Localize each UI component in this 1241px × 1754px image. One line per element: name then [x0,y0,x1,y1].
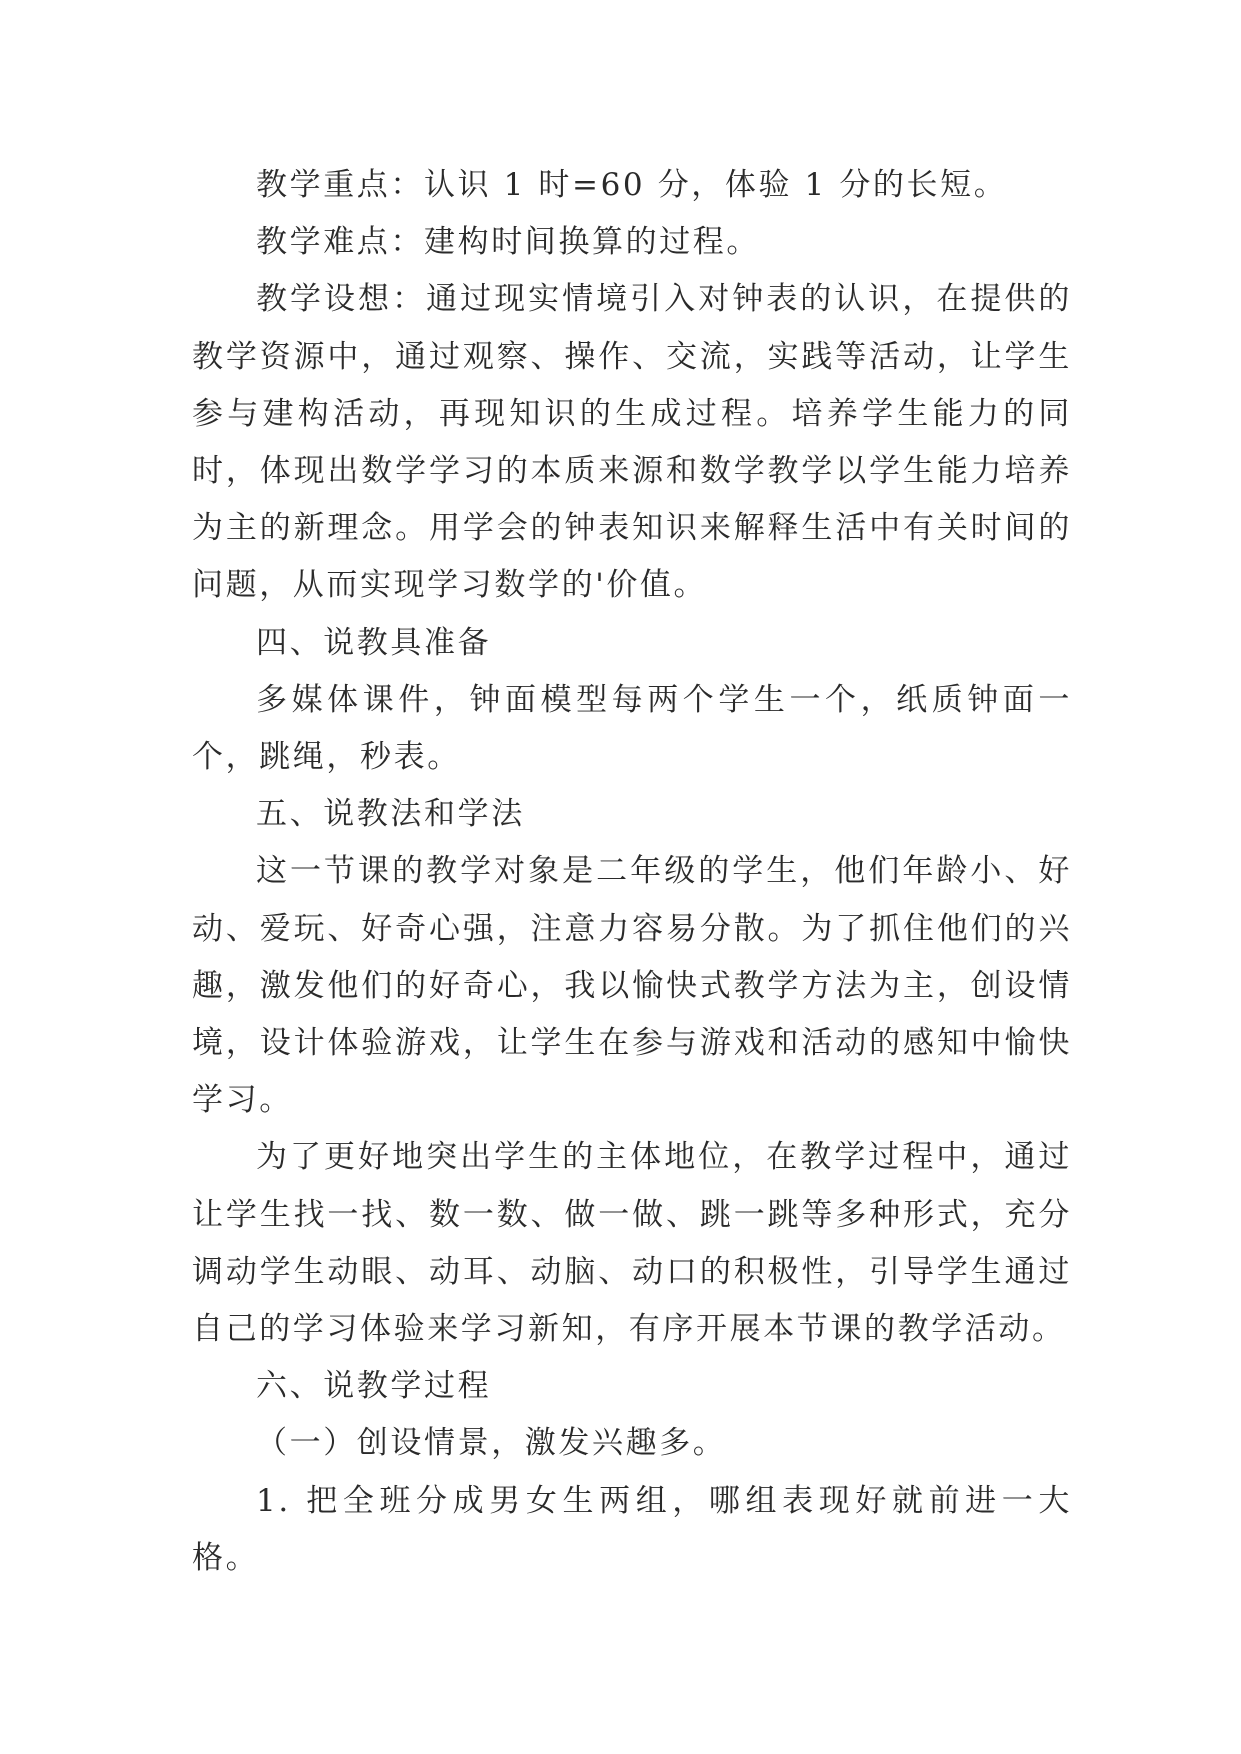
process-step-1: 1. 把全班分成男女生两组，哪组表现好就前进一大格。 [192,1482,1072,1576]
methods-paragraph-2: 为了更好地突出学生的主体地位，在教学过程中，通过让学生找一找、数一数、做一做、跳一跳等多种形式，充分调动学生动眼、动耳、动脑、动口的积极性，引导学生通过自己的学习体验来学习新知，有序开展本节课的教学活动。 [192,1139,1072,1348]
section-heading-process: 六、说教学过程 [256,1368,492,1405]
teaching-concept-paragraph: 教学设想：通过现实情境引入对钟表的认识，在提供的教学资源中，通过观察、操作、交流，实践等活动，让学生参与建构活动，再现知识的生成过程。培养学生能力的同时，体现出数学学习的本质来源和数学教学以学生能力培养为主的新理念。用学会的钟表知识来解释生活中有关时间的问题，从而实现学习数学的'价值。 [192,281,1072,604]
methods-paragraph-1: 这一节课的教学对象是二年级的学生，他们年龄小、好动、爱玩、好奇心强，注意力容易分散。为了抓住他们的兴趣，激发他们的好奇心，我以愉快式教学方法为主，创设情境，设计体验游戏，让学生在参与游戏和活动的感知中愉快学习。 [192,853,1072,1119]
section-heading-methods: 五、说教法和学法 [256,796,525,833]
document-body [192,157,1072,1587]
process-subheading-1: （一）创设情景，激发兴趣多。 [256,1425,727,1462]
teaching-difficulty-paragraph: 教学难点：建构时间换算的过程。 [256,224,760,261]
teaching-focus-paragraph: 教学重点：认识 1 时=60 分，体验 1 分的长短。 [256,167,1008,203]
section-heading-teaching-aids: 四、说教具准备 [256,624,492,661]
teaching-aids-paragraph: 多媒体课件，钟面模型每两个学生一个，纸质钟面一个，跳绳，秒表。 [192,681,1072,776]
